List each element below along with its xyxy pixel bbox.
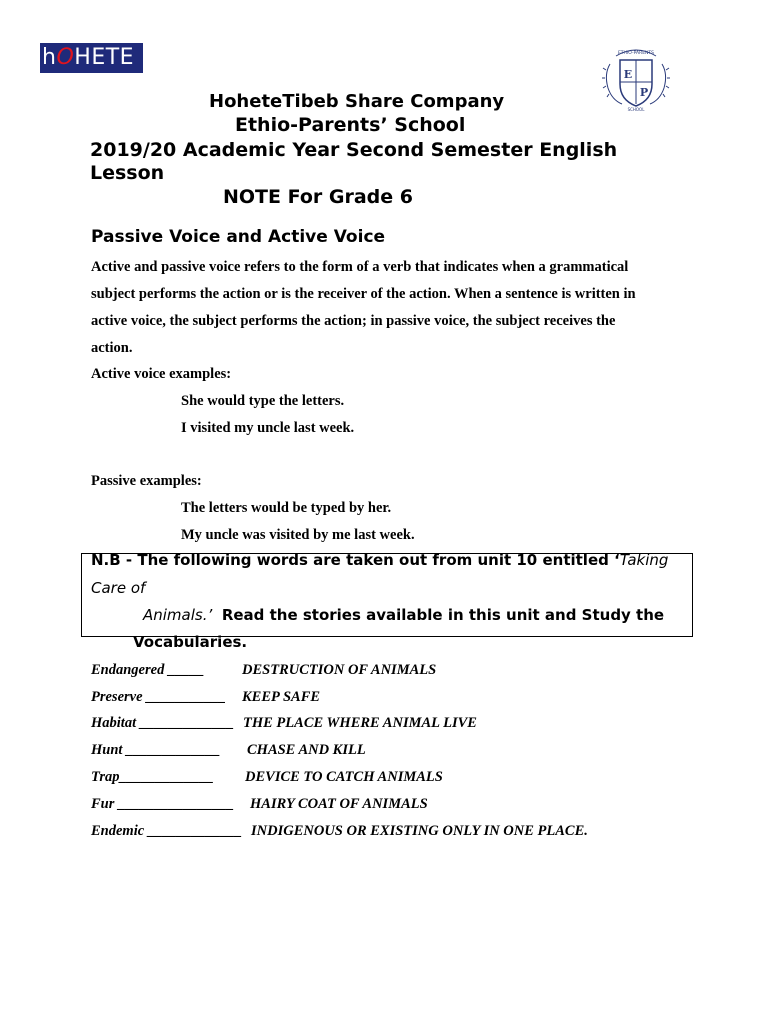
- nb-line-1: [91, 551, 668, 569]
- logo-rest: HETE: [74, 45, 135, 70]
- nb-instruction: Read the stories available in this unit and Study the: [221, 606, 665, 624]
- crest-letter-p: P: [639, 86, 649, 99]
- vocab-meaning: KEEP SAFE: [242, 689, 321, 705]
- vocab-meaning: INDIGENOUS OR EXISTING ONLY IN ONE PLACE.: [251, 823, 588, 839]
- paragraph-line: action.: [91, 340, 133, 356]
- academic-year-line: 2019/20 Academic Year Second Semester English: [90, 139, 618, 161]
- vocab-word: Trap_____________: [91, 769, 214, 785]
- grade-note-title: NOTE For Grade 6: [223, 186, 413, 208]
- vocab-word: Habitat _____________: [91, 715, 234, 731]
- nb-title-part1: Taking: [619, 551, 669, 569]
- vocab-word: Endangered _____: [91, 662, 205, 678]
- crest-bottom-text: SCHOOL: [627, 107, 645, 112]
- vocab-meaning: CHASE AND KILL: [247, 742, 366, 758]
- nb-line-4: [133, 633, 247, 651]
- nb-title-part3: Animals.’: [143, 606, 213, 624]
- hohete-logo: [40, 43, 143, 73]
- logo-h: h: [42, 45, 57, 70]
- vocab-meaning: DESTRUCTION OF ANIMALS: [242, 662, 437, 678]
- vocab-meaning: DEVICE TO CATCH ANIMALS: [245, 769, 443, 785]
- paragraph-line: active voice, the subject performs the action; in passive voice, the subject receives the: [91, 313, 616, 329]
- vocab-word: Hunt _____________: [91, 742, 221, 758]
- nb-line-3: [143, 606, 664, 624]
- paragraph-line: subject performs the action or is the receiver of the action. When a sentence is written in: [91, 286, 636, 302]
- nb-line-2: [91, 579, 145, 597]
- school-crest-logo: [600, 44, 672, 112]
- crest-top-text: ETHIO-PARENTS: [617, 51, 655, 56]
- nb-title-part2: Care of: [91, 579, 146, 597]
- passive-example: My uncle was visited by me last week.: [181, 527, 415, 543]
- vocab-meaning: THE PLACE WHERE ANIMAL LIVE: [243, 715, 477, 731]
- passive-example: The letters would be typed by her.: [181, 500, 392, 516]
- passive-examples-label: Passive examples:: [91, 473, 202, 489]
- section-title: Passive Voice and Active Voice: [91, 227, 386, 247]
- academic-year-line-2: Lesson: [90, 162, 165, 184]
- paragraph-line: Active and passive voice refers to the form of a verb that indicates when a grammatical: [91, 259, 629, 275]
- nb-instruction-2: Vocabularies.: [133, 633, 248, 651]
- vocab-meaning: HAIRY COAT OF ANIMALS: [250, 796, 428, 812]
- crest-letter-e: E: [623, 68, 633, 81]
- vocab-word: Preserve ___________: [91, 689, 226, 705]
- active-example: She would type the letters.: [181, 393, 345, 409]
- active-example: I visited my uncle last week.: [181, 420, 355, 436]
- active-examples-label: Active voice examples:: [91, 366, 232, 382]
- logo-o: O: [56, 45, 75, 70]
- nb-prefix: N.B - The following words are taken out from unit 10 entitled ‘: [91, 551, 620, 569]
- vocab-word: Fur ________________: [91, 796, 235, 812]
- company-name: HoheteTibeb Share Company: [209, 91, 505, 112]
- vocab-word: Endemic _____________: [91, 823, 243, 839]
- school-name: Ethio-Parents’ School: [235, 114, 466, 136]
